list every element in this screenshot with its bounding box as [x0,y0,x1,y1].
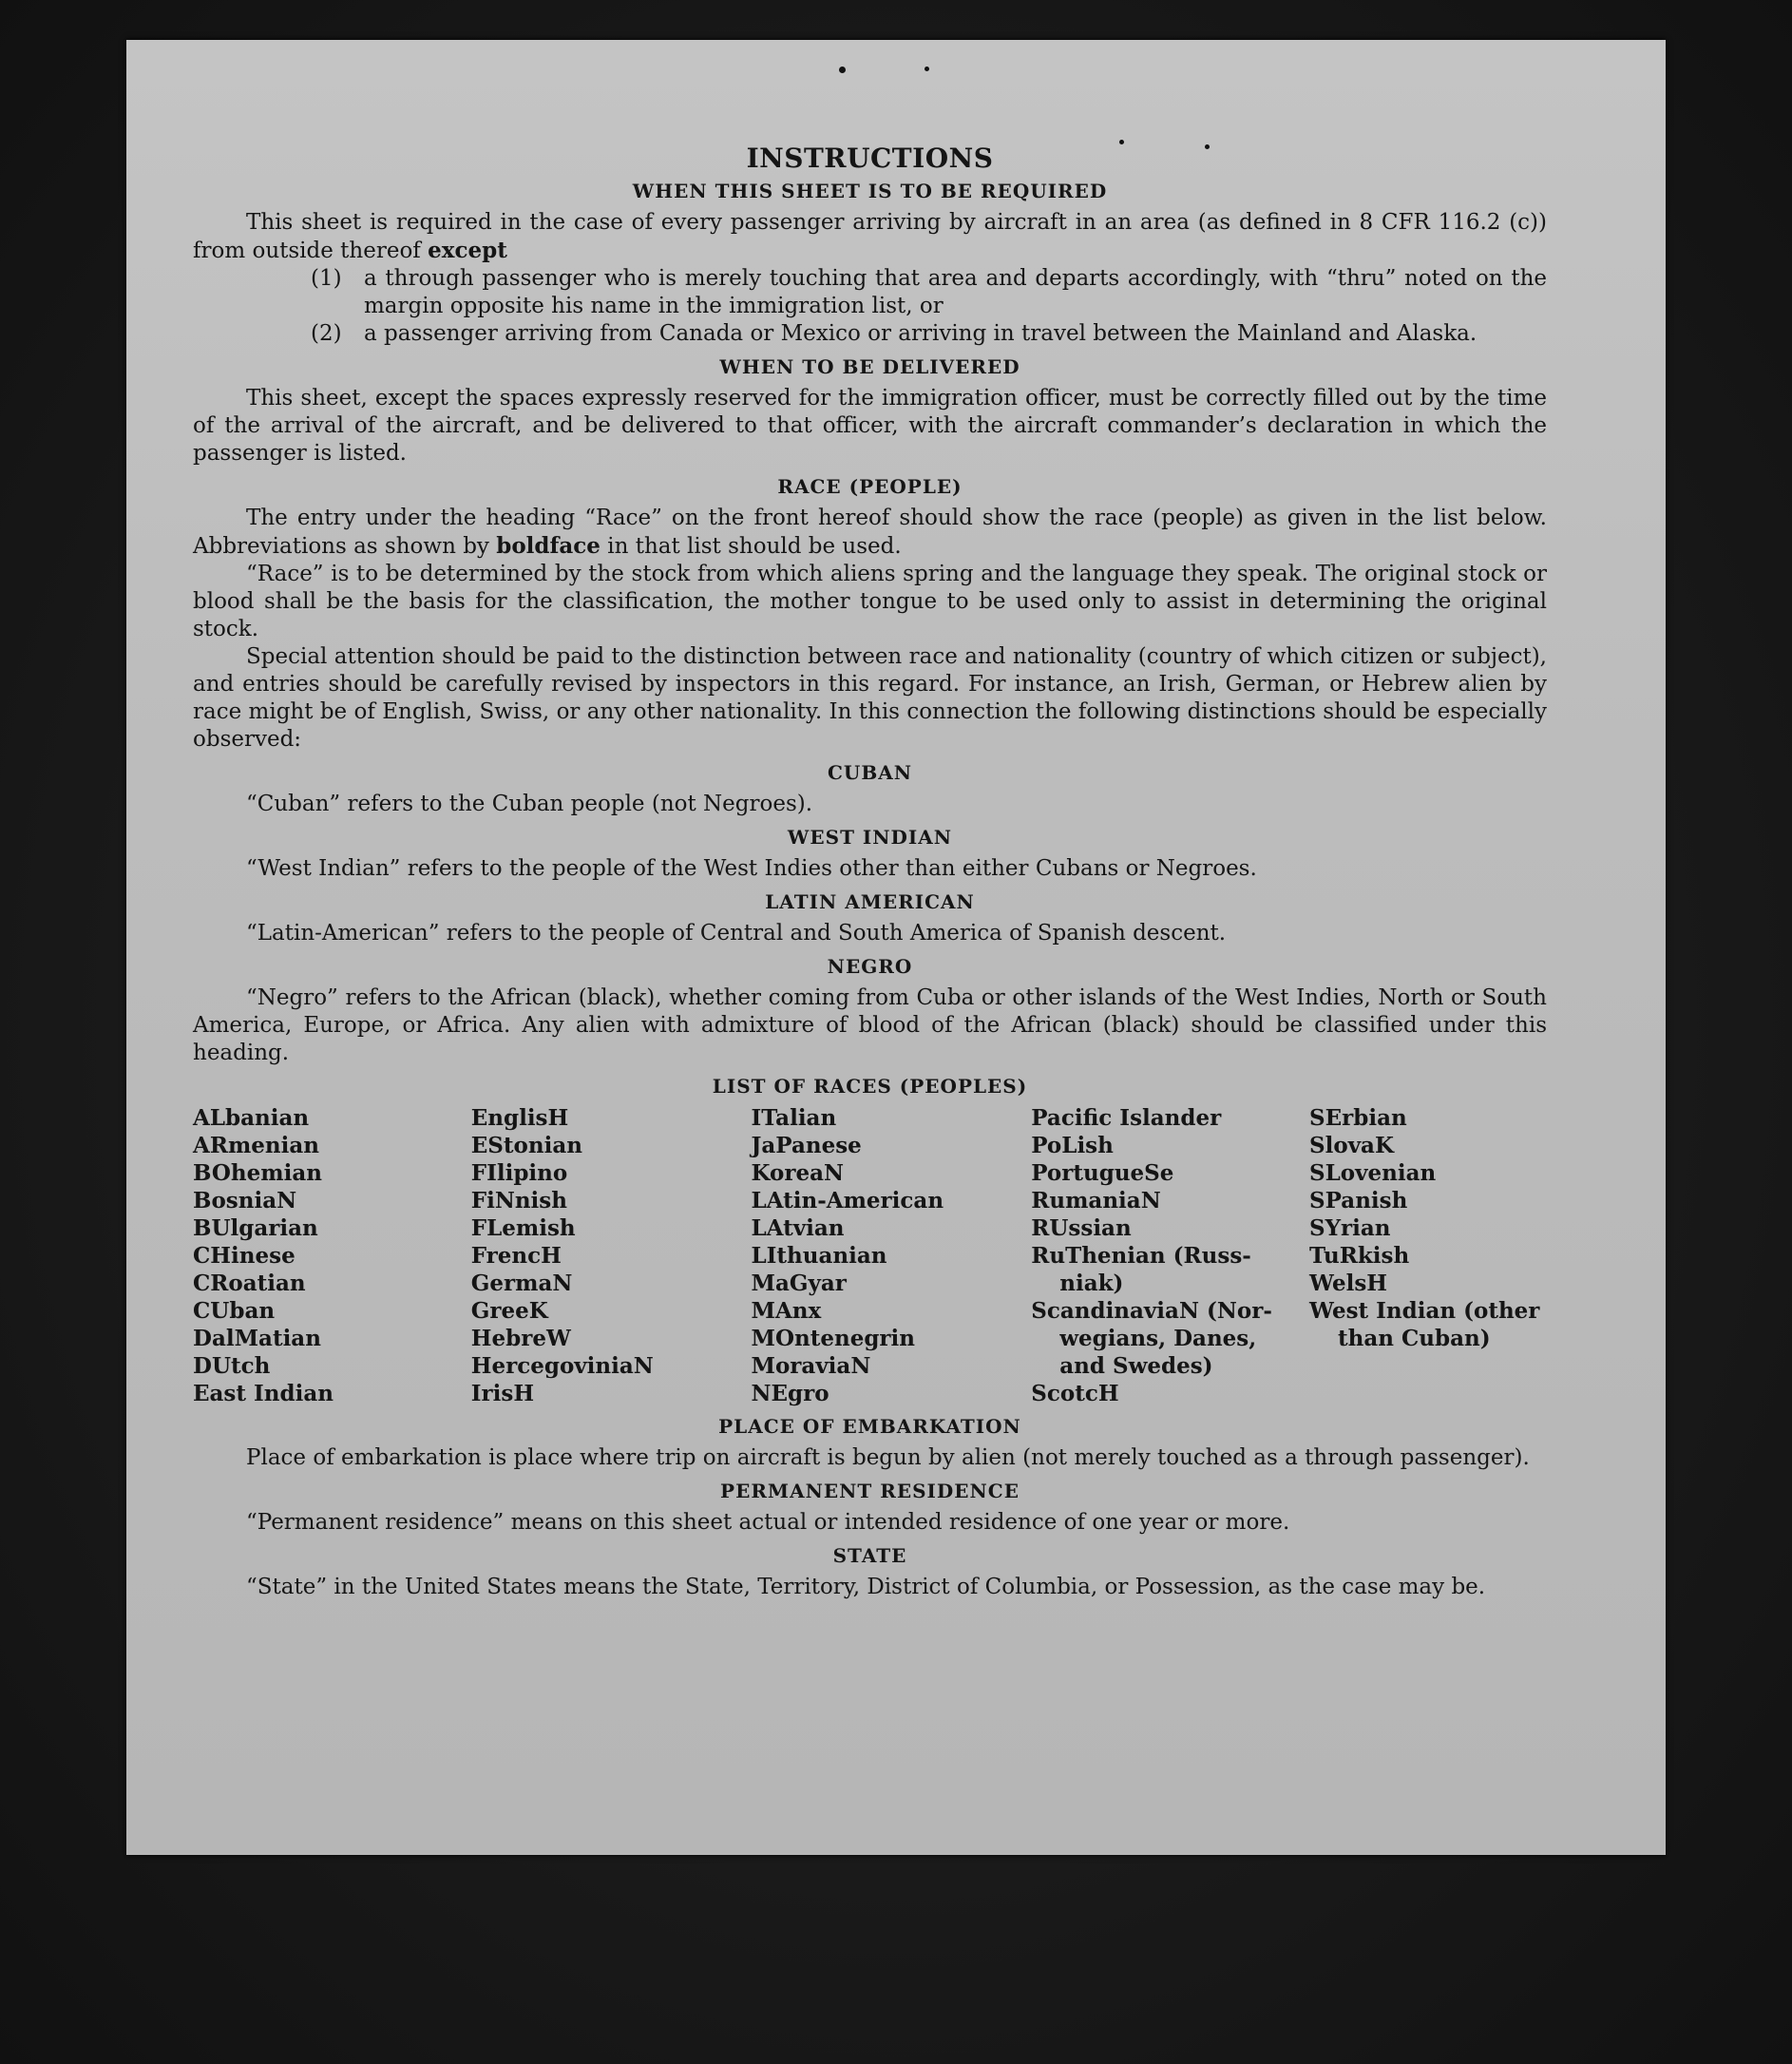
list-text: a through passenger who is merely touching that area and departs accordingly, with “thru” noted on the margin opposite his name in the immigration list, or [364,266,1547,318]
dust-speck [839,67,846,73]
heading-west-indian: WEST INDIAN [787,826,953,849]
intro-text: This sheet is required in the case of every passenger arriving by aircraft in an area (as defined in 8 CFR 116.2 (c)) from outside thereof [193,210,1547,263]
races-column-3 [752,1104,1029,1407]
race-entry: ITalian [751,1105,837,1131]
race-paragraph-3: Special attention should be paid to the distinction between race and nationality (country of which citizen or subject), and entries should be carefully revised by inspectors in this regard. For instance, an Irish, German, or Hebrew alien by race might be of English, Swiss, or any other nationality. In this connection the following distinctions should be especially observed: [193,644,1547,752]
list-item-2 [311,320,1547,348]
race-entry: CHinese [193,1243,295,1269]
latin-american-text: “Latin-American” refers to the people of Central and South America of Spanish descent. [246,921,1227,946]
races-column-2 [471,1104,749,1407]
document-sheet [126,40,1666,1855]
heading-state: STATE [832,1544,907,1567]
list-number: (1) [311,266,342,291]
races-list [193,1104,1547,1407]
race-paragraph-2: “Race” is to be determined by the stock from which aliens spring and the language they speak. The original stock or blood shall be the basis for the classification, the mother tongue to be used only to assist in determining the original stock. [193,562,1547,641]
race-entry: FiNnish [470,1188,567,1214]
race-entry: DUtch [193,1353,271,1379]
when-delivered-text: This sheet, except the spaces expressly reserved for the immigration officer, must be correctly filled out by the time of the arrival of the aircraft, and be delivered to that officer, with the aircraft commander’s declaration in which the passenger is listed. [193,386,1547,466]
instructions-content [193,144,1547,1601]
heading-list-of-races: LIST OF RACES (PEOPLES) [712,1075,1028,1098]
race-entry: RumaniaN [1031,1188,1161,1214]
state-text: “State” in the United States means the State, Territory, District of Columbia, or Possession, as the case may be. [246,1575,1486,1599]
race-entry: MaGyar [751,1271,847,1296]
heading-when-delivered: WHEN TO BE DELIVERED [719,355,1020,378]
race-entry: MoraviaN [751,1353,871,1379]
race-entry: NEgro [751,1381,829,1406]
race-entry: KoreaN [751,1160,845,1186]
race-entry: IrisH [470,1381,535,1406]
race-entry: than Cuban) [1338,1326,1491,1351]
race-entry: FIlipino [470,1160,568,1186]
west-indian-text: “West Indian” refers to the people of the West Indies other than either Cubans or Negroes. [246,856,1257,881]
residence-text: “Permanent residence” means on this sheet actual or intended residence of one year or more. [246,1510,1290,1535]
intro-bold: except [428,238,507,263]
race-entry: EStonian [470,1133,582,1158]
race-entry: HercegoviniaN [470,1353,654,1379]
race-entry: MAnx [751,1298,822,1324]
race-entry: West Indian (other [1309,1298,1540,1324]
race-entry: CUban [193,1298,276,1324]
race-entry: EnglisH [470,1105,569,1131]
race-entry: East Indian [193,1381,334,1406]
race-entry: JaPanese [751,1133,862,1158]
race-entry: ScotcH [1031,1381,1119,1406]
race-entry: TuRkish [1309,1243,1410,1269]
race-entry: BUlgarian [193,1215,318,1241]
heading-embarkation: PLACE OF EMBARKATION [718,1415,1021,1438]
race-entry: ScandinaviaN (Nor- [1031,1298,1272,1324]
race-entry: and Swedes) [1059,1353,1213,1379]
race-entry: RuThenian (Russ- [1031,1243,1251,1269]
race-entry: BOhemian [193,1160,322,1186]
race-entry: FLemish [470,1215,576,1241]
race-entry: CRoatian [193,1271,306,1296]
race-paragraph-1 [193,505,1547,561]
race-entry: LAtvian [751,1215,845,1241]
race-entry: BosniaN [193,1188,297,1214]
page-title: INSTRUCTIONS [746,143,994,174]
races-column-5 [1309,1104,1547,1407]
race-entry: LIthuanian [751,1243,887,1269]
list-number: (2) [311,321,342,346]
embarkation-text: Place of embarkation is place where trip on aircraft is begun by alien (not merely touched as a through passenger). [246,1445,1530,1470]
when-required-intro [193,209,1547,265]
heading-permanent-residence: PERMANENT RESIDENCE [720,1480,1020,1502]
race-entry: Pacific Islander [1031,1105,1222,1131]
race-entry: GreeK [470,1298,548,1324]
race-p1-bold: boldface [496,533,601,559]
heading-race: RACE (PEOPLE) [777,475,963,498]
race-entry: ALbanian [193,1105,310,1131]
race-entry: RUssian [1031,1215,1132,1241]
list-text: a passenger arriving from Canada or Mexico or arriving in travel between the Mainland and Alaska. [364,321,1477,346]
heading-negro: NEGRO [827,955,913,978]
negro-text: “Negro” refers to the African (black), whether coming from Cuba or other islands of the West Indies, North or South America, Europe, or Africa. Any alien with admixture of blood of the African (black) should be classified under this heading. [193,985,1547,1065]
race-entry: LAtin-American [751,1188,944,1214]
races-column-4 [1031,1104,1306,1407]
race-entry: FrencH [470,1243,562,1269]
cuban-text: “Cuban” refers to the Cuban people (not Negroes). [246,792,813,816]
race-entry: GermaN [470,1271,573,1296]
race-entry: SYrian [1309,1215,1391,1241]
heading-latin-american: LATIN AMERICAN [765,890,975,913]
heading-when-required: WHEN THIS SHEET IS TO BE REQUIRED [632,180,1108,202]
races-column-1 [193,1104,468,1407]
race-entry: SLovenian [1309,1160,1437,1186]
race-entry: niak) [1059,1271,1124,1296]
race-entry: PoLish [1031,1133,1114,1158]
race-entry: ARmenian [193,1133,320,1158]
race-entry: HebreW [470,1326,571,1351]
race-p1-tail: in that list should be used. [600,534,902,559]
dust-speck [925,67,929,71]
race-entry: MOntenegrin [751,1326,915,1351]
race-entry: wegians, Danes, [1059,1326,1257,1351]
race-entry: PortugueSe [1031,1160,1174,1186]
race-entry: WelsH [1309,1271,1388,1296]
race-entry: DalMatian [193,1326,321,1351]
race-entry: SPanish [1309,1188,1408,1214]
heading-cuban: CUBAN [827,761,913,784]
race-entry: SErbian [1309,1105,1407,1131]
race-p1-text: The entry under the heading “Race” on the front hereof should show the race (people) as given in the list below. Abbreviations as shown by [193,506,1547,559]
race-entry: SlovaK [1309,1133,1394,1158]
list-item-1 [311,265,1547,320]
